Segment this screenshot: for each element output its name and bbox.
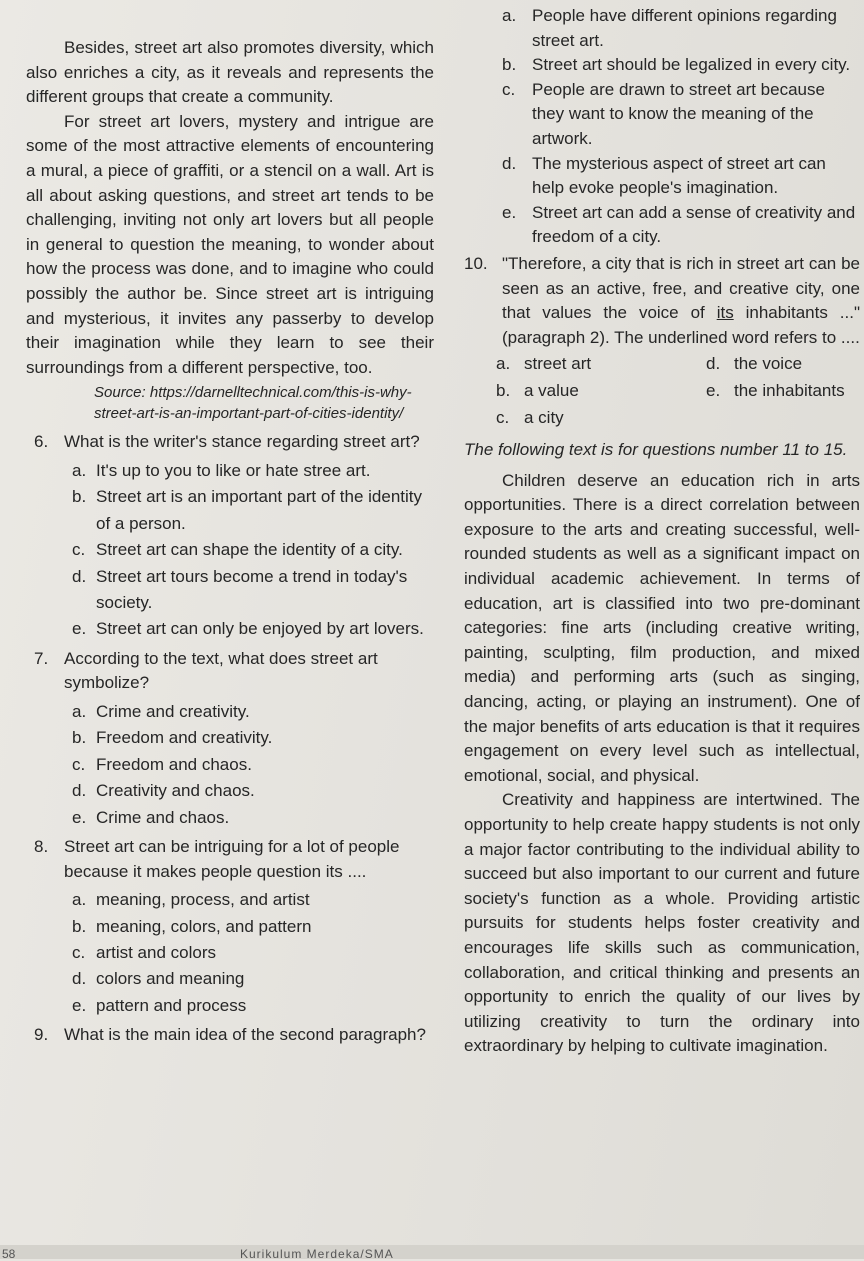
paragraph-children: Children deserve an education rich in arts opportunities. There is a direct correlation between exposure to the arts and creating successful, well-rounded students as well as a significant impact on individual academic achievement. In terms of education, art is classified into two pre-dominant categories: fine arts (including creative writing, painting, sculpting, film production, and mixed media) and performing arts (such as singing, dancing, acting, or playing an instrument). One of the major benefits of arts education is that it requires engagement on every level such as intellectual, emotional, social, and physical. (464, 470, 860, 785)
question-text-part: "Therefore, a city that is rich in street art can be seen as an active, free, and creative city, one that values the voice of (502, 253, 860, 323)
page-footer (0, 1245, 864, 1259)
option-text: Street art is an important part of the identity of a person. (96, 487, 422, 533)
option-letter: a. (72, 701, 87, 721)
curriculum-label: Kurikulum Merdeka/SMA (240, 1247, 394, 1261)
option-text: Freedom and creativity. (96, 728, 273, 748)
option-text: street art (524, 354, 592, 374)
option[interactable] (26, 616, 434, 642)
left-column (26, 36, 434, 1048)
question-number: 8. (34, 836, 49, 856)
option[interactable] (496, 406, 706, 431)
question-10-options (464, 352, 860, 430)
question-9-options (464, 4, 860, 250)
option-letter: d. (72, 969, 87, 989)
question-7 (26, 647, 434, 831)
option-letter: b. (72, 487, 87, 507)
option[interactable] (26, 914, 434, 940)
option-letter: e. (72, 807, 87, 827)
option-letter: e. (72, 619, 87, 639)
option[interactable] (26, 993, 434, 1019)
question-8 (26, 835, 434, 1019)
page-number: 58 (2, 1247, 16, 1261)
option-letter: c. (72, 754, 86, 774)
option[interactable] (496, 379, 706, 404)
option-text: It's up to you to like or hate stree art. (96, 460, 371, 480)
paragraph-creativity: Creativity and happiness are intertwined. The opportunity to help create happy students is not only a major factor contributing to the individual ability to succeed but also important to our current and future society's function as a whole. Providing artistic pursuits for students helps foster creativity and encourages life skills such as communication, collaboration, and critical thinking and presents an opportunity to enrich the quality of our lives by utilizing creativity to turn the ordinary into extraordinary by helping to cultivate imagination. (464, 790, 860, 1056)
option-letter: e. (706, 380, 721, 400)
question-6 (26, 430, 434, 642)
option[interactable] (464, 78, 860, 152)
option[interactable] (26, 778, 434, 804)
option[interactable] (26, 966, 434, 992)
option-text: pattern and process (96, 995, 247, 1015)
question-text: What is the writer's stance regarding street art? (64, 432, 420, 452)
option-letter: d. (502, 153, 517, 173)
question-number: 7. (34, 648, 49, 668)
option-letter: b. (72, 916, 87, 936)
option[interactable] (26, 887, 434, 913)
option-letter: c. (72, 942, 86, 962)
option-letter: b. (502, 55, 517, 75)
option[interactable] (26, 699, 434, 725)
option-letter: c. (496, 407, 510, 427)
option-text: meaning, process, and artist (96, 890, 310, 910)
option-text: artist and colors (96, 942, 216, 962)
question-text: According to the text, what does street art symbolize? (64, 648, 378, 693)
option-letter: e. (72, 995, 87, 1015)
option-letter: c. (502, 79, 516, 99)
option[interactable] (464, 53, 860, 78)
option[interactable] (26, 564, 434, 617)
option-letter: a. (496, 354, 511, 374)
option-text: People have different opinions regarding street art. (532, 6, 837, 50)
option-text: a value (524, 380, 579, 400)
option-text: Street art can shape the identity of a city. (96, 540, 403, 560)
question-text: Street art can be intriguing for a lot of people because it makes people question its .... (64, 836, 400, 881)
option[interactable] (26, 458, 434, 484)
option-letter: b. (496, 380, 511, 400)
passage-intro: The following text is for questions number 11 to 15. (464, 440, 848, 460)
question-10 (464, 252, 860, 430)
question-text-part: inhabitants ..." (paragraph 2). The underlined word refers to .... (502, 303, 860, 347)
option-letter: d. (72, 781, 87, 801)
question-number: 10. (464, 253, 488, 273)
option[interactable] (464, 4, 860, 53)
option-text: Street art should be legalized in every city. (532, 55, 851, 75)
option-text: Freedom and chaos. (96, 754, 252, 774)
option-text: Street art can add a sense of creativity and freedom of a city. (532, 202, 856, 247)
option-text: Street art tours become a trend in today's society. (96, 566, 408, 612)
option[interactable] (464, 201, 860, 250)
option-letter: a. (72, 890, 87, 910)
question-number: 9. (34, 1025, 49, 1045)
source-citation: Source: https://darnelltechnical.com/this-is-why-street-art-is-an-important-part-of-cities-identity/ (94, 384, 412, 423)
option[interactable] (26, 725, 434, 751)
option-letter: a. (72, 460, 87, 480)
question-text (502, 252, 860, 350)
option[interactable] (26, 805, 434, 831)
option-text: Crime and creativity. (96, 701, 250, 721)
option[interactable] (26, 537, 434, 563)
question-9 (26, 1023, 434, 1048)
question-text: What is the main idea of the second paragraph? (64, 1025, 426, 1045)
option-text: Creativity and chaos. (96, 781, 255, 801)
option-text: the voice (734, 354, 803, 374)
option-text: meaning, colors, and pattern (96, 916, 312, 936)
underlined-word: its (716, 303, 734, 323)
option-text: Crime and chaos. (96, 807, 230, 827)
option-text: The mysterious aspect of street art can help evoke people's imagination. (532, 153, 826, 198)
option-text: colors and meaning (96, 969, 245, 989)
paragraph-diversity: Besides, street art also promotes diversity, which also enriches a city, as it reveals and represents the different groups that create a community. (26, 38, 434, 107)
option-text: the inhabitants (734, 380, 845, 400)
paragraph-mystery: For street art lovers, mystery and intrigue are some of the most attractive elements of encountering a mural, a piece of graffiti, or a stencil on a wall. Art is all about asking questions, and street art tends to be challenging, inviting not only art lovers but all people in general to question the meaning, to wonder about how the process was done, and to imagine who could possibly the author be. Since street art is intriguing and mysterious, it invites any passerby to develop their imagination while they learn to see their surroundings from a different perspective, too. (26, 111, 434, 377)
question-number: 6. (34, 432, 49, 452)
option-letter: a. (502, 6, 517, 25)
option-text: People are drawn to street art because they want to know the meaning of the artwork. (532, 79, 825, 148)
option-letter: d. (706, 354, 721, 374)
option-letter: e. (502, 202, 517, 222)
right-column (464, 0, 860, 1059)
option-text: a city (524, 407, 564, 427)
option-letter: d. (72, 566, 87, 586)
option[interactable] (706, 379, 860, 404)
option[interactable] (706, 352, 860, 377)
option[interactable] (26, 752, 434, 778)
option[interactable] (464, 152, 860, 201)
option[interactable] (26, 484, 434, 537)
option-letter: b. (72, 728, 87, 748)
option[interactable] (26, 940, 434, 966)
option[interactable] (496, 352, 706, 377)
option-text: Street art can only be enjoyed by art lovers. (96, 619, 424, 639)
option-letter: c. (72, 540, 86, 560)
